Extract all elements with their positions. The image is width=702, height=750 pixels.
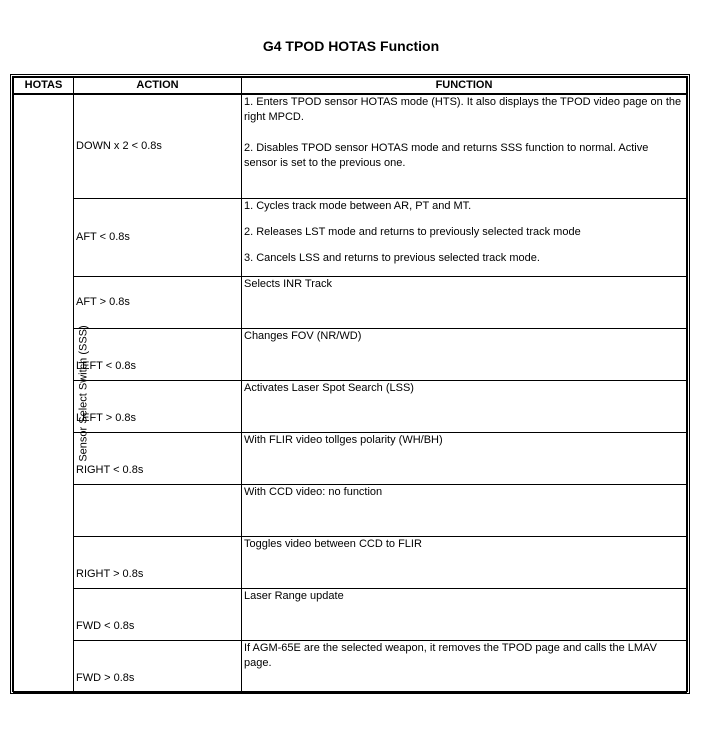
header-hotas: HOTAS <box>14 78 74 95</box>
function-text: Activates Laser Spot Search (LSS) <box>244 381 414 394</box>
table-row <box>14 432 687 484</box>
hotas-label: Sensor Select Switch (SSS) <box>77 325 90 462</box>
table-row <box>14 640 687 692</box>
action-cell: AFT > 0.8s <box>74 276 242 328</box>
function-cell <box>242 432 687 484</box>
function-text: 1. Cycles track mode between AR, PT and MT. <box>244 199 472 212</box>
action-cell: LEFT > 0.8s <box>74 380 242 432</box>
function-text: 1. Enters TPOD sensor HOTAS mode (HTS). It also displays the TPOD video page on the right MPCD. <box>244 96 682 123</box>
function-cell <box>242 536 687 588</box>
function-cell <box>242 198 687 276</box>
table-row <box>14 198 687 276</box>
function-text: 2. Disables TPOD sensor HOTAS mode and returns SSS function to normal. Active sensor is set to the previous one. <box>244 142 649 169</box>
header-function: FUNCTION <box>242 78 687 95</box>
page-title: G4 TPOD HOTAS Function <box>262 38 440 54</box>
function-text: 2. Releases LST mode and returns to previously selected track mode <box>244 225 581 238</box>
hotas-cell <box>14 94 90 692</box>
function-cell <box>242 276 687 328</box>
function-cell <box>242 328 687 380</box>
hotas-table <box>13 77 687 693</box>
action-cell: FWD > 0.8s <box>74 640 242 692</box>
table-row <box>14 484 687 536</box>
table-row <box>14 536 687 588</box>
table-row <box>14 328 687 380</box>
function-text: Changes FOV (NR/WD) <box>244 329 362 342</box>
header-action: ACTION <box>74 78 242 95</box>
table-header-row <box>14 78 687 95</box>
action-cell: DOWN x 2 < 0.8s <box>74 94 242 198</box>
function-cell <box>242 484 687 536</box>
table-row <box>14 588 687 640</box>
table-row <box>14 380 687 432</box>
function-text: 3. Cancels LSS and returns to previous selected track mode. <box>244 251 540 264</box>
function-text: With FLIR video tollges polarity (WH/BH) <box>244 433 443 446</box>
action-cell: LEFT < 0.8s <box>74 328 242 380</box>
action-cell: RIGHT < 0.8s <box>74 432 242 484</box>
table-row <box>14 276 687 328</box>
action-cell: RIGHT > 0.8s <box>74 536 242 588</box>
function-cell <box>242 94 687 198</box>
function-text: If AGM-65E are the selected weapon, it removes the TPOD page and calls the LMAV page. <box>244 641 657 669</box>
function-text: Selects INR Track <box>244 277 333 290</box>
action-cell: FWD < 0.8s <box>74 588 242 640</box>
hotas-table-frame <box>10 74 690 694</box>
function-text: Laser Range update <box>244 589 344 602</box>
table-row <box>14 94 687 198</box>
function-cell <box>242 588 687 640</box>
function-text: Toggles video between CCD to FLIR <box>244 537 422 550</box>
action-cell: AFT < 0.8s <box>74 198 242 276</box>
action-cell <box>74 484 242 536</box>
function-cell <box>242 380 687 432</box>
function-text: With CCD video: no function <box>244 485 383 498</box>
function-cell <box>242 640 687 692</box>
